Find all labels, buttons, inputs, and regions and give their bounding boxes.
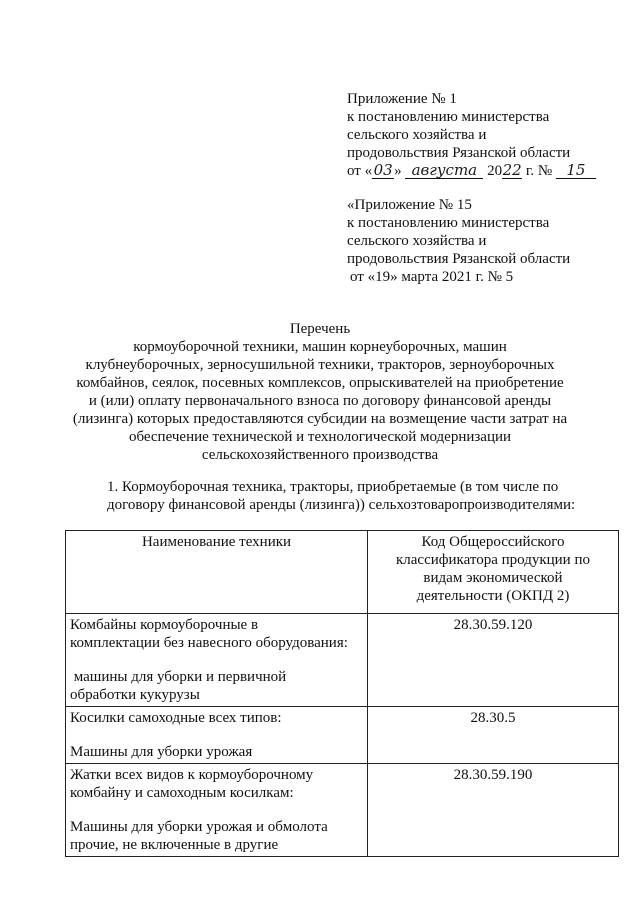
title-line7: обеспечение технической и технологической модернизации [128,429,512,445]
row-name-line: комбайну и самоходным косилкам: [70,785,294,801]
row-name-line: Косилки самоходные всех типов: [70,710,282,726]
header-code-line1: Код Общероссийского [421,534,565,550]
header-code-cell [368,531,619,614]
appendix-15-date: от «19» марта 2021 г. № 5 [350,269,514,285]
title-line3: клубнеуборочных, зерносушильной техники, тракторов, зерноуборочных [85,357,555,373]
row-name-cell [66,764,368,857]
header-code-line4: деятельности (ОКПД 2) [416,588,570,604]
row-name-line: Машины для уборки урожая и обмолота [70,819,328,835]
date-g-no: г. № [525,163,553,179]
date-day-handwritten: 03 [373,161,393,179]
title-line6: (лизинга) которых предоставляются субсидии на возмещение части затрат на [72,411,568,427]
date-year-handwritten: 22 [502,161,522,179]
document-title [60,320,580,464]
table-header-row [66,531,619,614]
header-code-line2: классификатора продукции по [396,552,590,568]
row-name-line: машины для уборки и первичной [70,669,287,685]
appendix-1-line4: продовольствия Рязанской области [347,145,571,161]
section-1-line2: договору финансовой аренды (лизинга)) сельхозтоваропроизводителями: [107,497,576,513]
appendix-15-block [347,196,637,286]
date-month-handwritten: августа [405,162,483,179]
date-prefix: от « [347,163,373,179]
row-name-line: Машины для уборки урожая [70,744,253,760]
title-line8: сельскохозяйственного производства [201,447,439,463]
title-line4: комбайнов, сеялок, посевных комплексов, опрыскивателей на приобретение [76,375,564,391]
row-name-line: обработки кукурузы [70,687,200,703]
appendix-1-block [347,90,637,180]
appendix-15-line2: к постановлению министерства [347,215,550,231]
row-name-line: комплектации без навесного оборудования: [70,635,348,651]
table-row [66,614,619,707]
row-name-cell [66,614,368,707]
equipment-table [65,530,619,857]
row-code-cell: 28.30.59.120 [368,614,619,707]
date-mid: » [394,163,402,179]
row-code-cell: 28.30.59.190 [368,764,619,857]
table-row [66,764,619,857]
title-heading: Перечень [289,321,351,337]
section-1-heading [107,478,627,514]
appendix-15-line3: сельского хозяйства и [347,233,487,249]
row-name-line: Жатки всех видов к кормоуборочному [70,767,314,783]
row-name-line: Комбайны кормоуборочные в [70,617,259,633]
table-row [66,707,619,764]
row-name-line: прочие, не включенные в другие [70,837,279,853]
appendix-1-line2: к постановлению министерства [347,109,550,125]
row-code-cell: 28.30.5 [368,707,619,764]
header-code-line3: видам экономической [423,570,563,586]
appendix-1-title: Приложение № 1 [347,91,457,107]
title-line2: кормоуборочной техники, машин корнеуборочных, машин [133,339,507,355]
row-name-cell [66,707,368,764]
doc-number-handwritten: 15 [556,162,596,179]
date-year-prefix: 20 [487,163,503,179]
title-line5: и (или) оплату первоначального взноса по договору финансовой аренды [88,393,552,409]
header-name-cell: Наименование техники [66,531,368,614]
appendix-1-date-line [347,162,637,180]
appendix-1-line3: сельского хозяйства и [347,127,487,143]
appendix-15-title: «Приложение № 15 [347,197,472,213]
section-1-line1: 1. Кормоуборочная техника, тракторы, приобретаемые (в том числе по [107,479,559,495]
appendix-15-line4: продовольствия Рязанской области [347,251,571,267]
